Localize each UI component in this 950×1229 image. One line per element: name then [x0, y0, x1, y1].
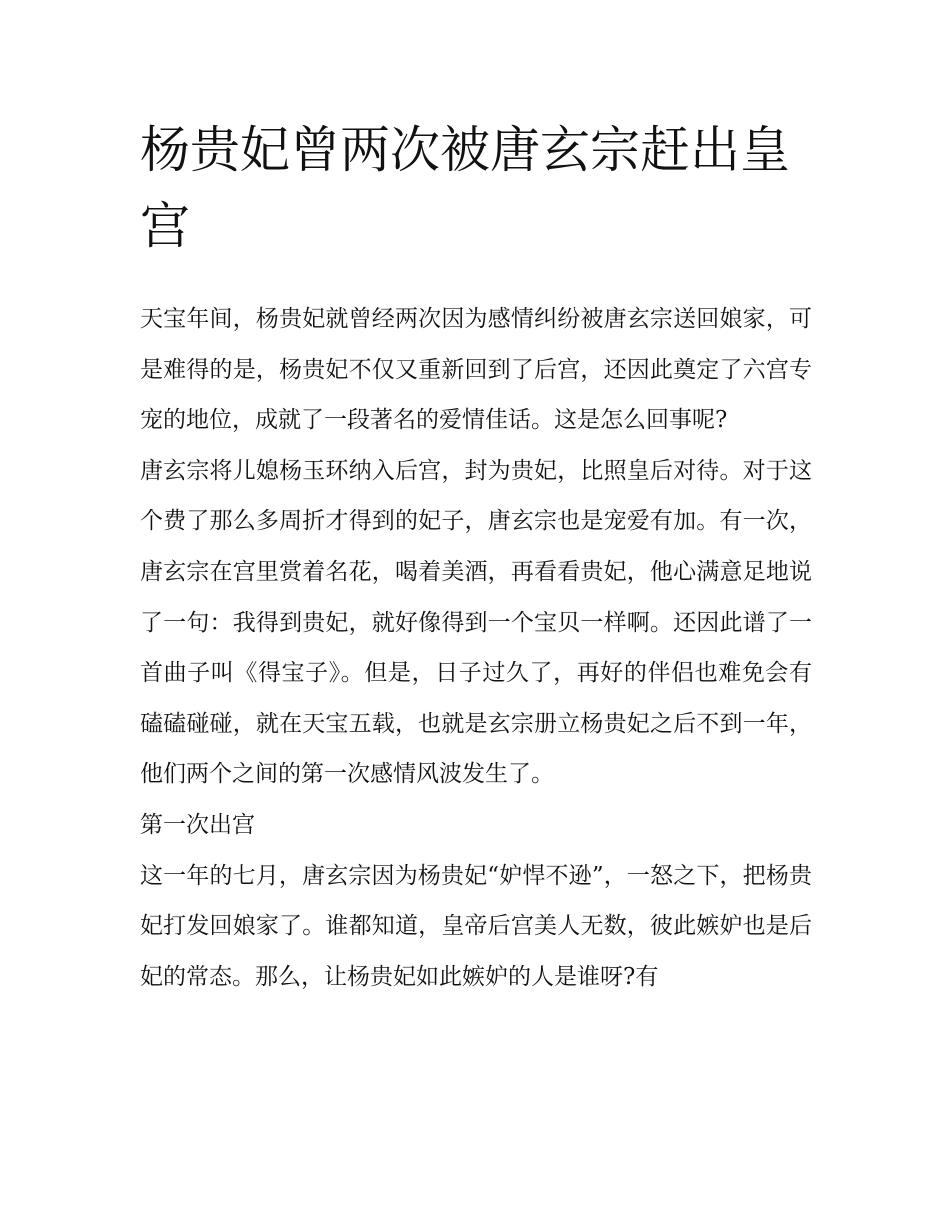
section-heading-first-departure: 第一次出宫: [140, 811, 255, 838]
paragraph-first-departure: 这一年的七月，唐玄宗因为杨贵妃“妒悍不逊”，一怒之下，把杨贵妃打发回娘家了。谁都知道，皇帝后宫美人无数，彼此嫉妒也是后妃的常态。那么，让杨贵妃如此嫉妒的人是谁呀?有: [140, 862, 812, 990]
document-page: [140, 112, 812, 1002]
paragraph-intro: 天宝年间，杨贵妃就曾经两次因为感情纠纷被唐玄宗送回娘家，可是难得的是，杨贵妃不仅又重新回到了后宫，还因此奠定了六宫专宠的地位，成就了一段著名的爱情佳话。这是怎么回事呢?: [140, 306, 812, 434]
document-title: 杨贵妃曾两次被唐玄宗赶出皇宫: [140, 121, 790, 255]
document-body: [140, 294, 812, 1002]
paragraph-background: 唐玄宗将儿媳杨玉环纳入后宫，封为贵妃，比照皇后对待。对于这个费了那么多周折才得到的妃子，唐玄宗也是宠爱有加。有一次，唐玄宗在宫里赏着名花，喝着美酒，再看看贵妃，他心满意足地说了一句：我得到贵妃，就好像得到一个宝贝一样啊。还因此谱了一首曲子叫《得宝子》。但是，日子过久了，再好的伴侣也难免会有磕磕碰碰，就在天宝五载，也就是玄宗册立杨贵妃之后不到一年，他们两个之间的第一次感情风波发生了。: [140, 457, 812, 788]
